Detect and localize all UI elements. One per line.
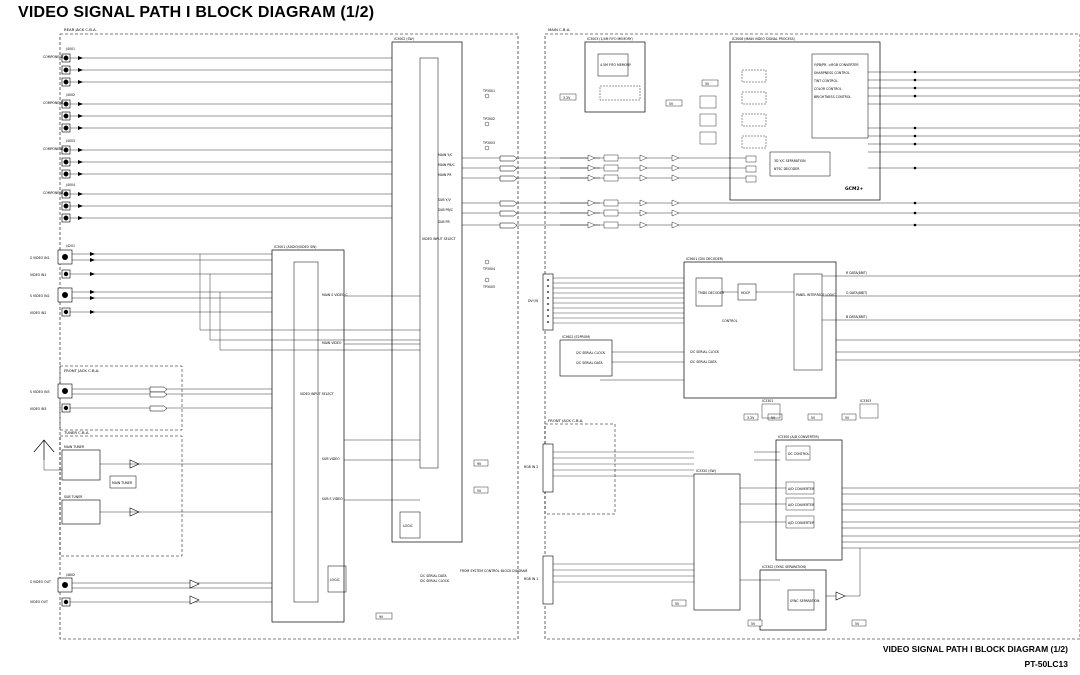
tuner-label: TUNER C.B.A.: [64, 430, 90, 435]
page-title: VIDEO SIGNAL PATH I BLOCK DIAGRAM (1/2): [18, 4, 375, 21]
front-jack-board-right: [545, 424, 615, 514]
rgb-in-connectors: [543, 444, 553, 604]
svg-text:MAIN TUNER: MAIN TUNER: [112, 481, 133, 485]
svg-text:I2C SERIAL DATA: I2C SERIAL DATA: [420, 574, 447, 578]
svg-text:G DATA(8BIT): G DATA(8BIT): [846, 291, 868, 295]
front-jack-label: FRONT JACK C.B.A.: [64, 368, 100, 373]
svg-text:SUB VIDEO: SUB VIDEO: [322, 457, 340, 461]
ic3002-box: [392, 42, 462, 542]
svg-text:J4002: J4002: [66, 93, 76, 97]
ic3002-label: IC3002 (SW): [394, 37, 414, 41]
main-board: [545, 34, 1080, 639]
svg-text:BRIGHTNESS CONTROL: BRIGHTNESS CONTROL: [814, 95, 852, 99]
svg-text:J4003: J4003: [66, 139, 76, 143]
supply-tags-left: [376, 460, 488, 619]
svg-text:S VIDEO IN1: S VIDEO IN1: [30, 256, 50, 260]
svg-text:PANEL INTERFACE LOGIC: PANEL INTERFACE LOGIC: [796, 293, 836, 297]
svg-text:J4802: J4802: [66, 573, 76, 577]
ycsep-block: [770, 152, 830, 176]
ad-outputs: [842, 488, 1080, 548]
svg-text:IC3003 (1/4M FIFO MEMORY): IC3003 (1/4M FIFO MEMORY): [587, 37, 633, 41]
svg-text:IC3320 (SW): IC3320 (SW): [696, 469, 716, 473]
ic3006-internal: [742, 70, 766, 182]
video-input-select-1: [420, 58, 438, 468]
component-jacks: [62, 54, 70, 222]
svg-text:5V: 5V: [477, 489, 482, 493]
component-signal-lines: [70, 58, 392, 218]
footer: [883, 642, 1068, 672]
svg-text:VIDEO OUT: VIDEO OUT: [30, 600, 48, 604]
svg-text:A/D CONVERTER: A/D CONVERTER: [788, 503, 815, 507]
svg-text:HDCP: HDCP: [741, 291, 750, 295]
test-points: [485, 94, 489, 282]
svg-text:3D Y/C SEPARATION: 3D Y/C SEPARATION: [774, 159, 806, 163]
svg-text:9V: 9V: [379, 615, 384, 619]
svg-text:TP3005: TP3005: [483, 285, 495, 289]
svg-text:LOGIC: LOGIC: [403, 524, 413, 528]
output-jacks: [58, 578, 72, 606]
svg-text:TP3004: TP3004: [483, 267, 495, 271]
svg-text:I2C SERIAL CLOCK: I2C SERIAL CLOCK: [576, 351, 606, 355]
svg-text:TMDS DECODER: TMDS DECODER: [698, 291, 725, 295]
svg-text:I2C SERIAL DATA: I2C SERIAL DATA: [576, 361, 603, 365]
rgb-data-lines: [836, 276, 1080, 360]
component2-label: COMPONENT 2: [43, 101, 67, 105]
footer-title: VIDEO SIGNAL PATH I BLOCK DIAGRAM (1/2): [882, 644, 1068, 654]
svg-text:SUB S VIDEO: SUB S VIDEO: [322, 497, 343, 501]
svg-text:9V: 9V: [477, 462, 482, 466]
component1-label: COMPONENT 1: [43, 55, 67, 59]
component4-label: COMPONENT 4: [43, 191, 67, 195]
svg-text:3.3V: 3.3V: [747, 416, 755, 420]
svg-text:SHARPNESS CONTROL: SHARPNESS CONTROL: [814, 71, 850, 75]
svg-text:IC3601 (DVI DECODER): IC3601 (DVI DECODER): [686, 257, 724, 261]
svg-text:TINT CONTROL: TINT CONTROL: [814, 79, 838, 83]
svg-text:5V: 5V: [669, 102, 674, 106]
svg-text:MAIN VIDEO: MAIN VIDEO: [322, 341, 342, 345]
ic3002-tags: [500, 156, 517, 228]
main-board-label: MAIN C.B.A.: [548, 27, 571, 32]
svg-text:RGB IN 1: RGB IN 1: [524, 577, 539, 581]
svg-text:VIDEO IN1: VIDEO IN1: [30, 273, 47, 277]
svg-text:IC3602 (E2PROM): IC3602 (E2PROM): [562, 335, 591, 339]
svg-text:IC3302 (SYNC SEPARATION): IC3302 (SYNC SEPARATION): [762, 565, 807, 569]
svg-text:5V: 5V: [811, 416, 816, 420]
component3-label: COMPONENT 3: [43, 147, 67, 151]
svg-text:MAIN Y/C: MAIN Y/C: [438, 153, 453, 157]
gcm2-label: GCM2+: [845, 187, 864, 192]
svg-text:LOGIC: LOGIC: [330, 578, 340, 582]
svg-text:VIDEO INPUT SELECT: VIDEO INPUT SELECT: [422, 237, 456, 241]
main-right-lines: [868, 72, 1080, 225]
svg-text:TP3001: TP3001: [483, 89, 495, 93]
svg-text:J4201: J4201: [66, 244, 76, 248]
svg-text:COLOR CONTROL: COLOR CONTROL: [814, 87, 842, 91]
svg-text:S VIDEO IN2: S VIDEO IN2: [30, 294, 50, 298]
ic3003-box: [585, 42, 645, 112]
svg-text:VIDEO INPUT SELECT: VIDEO INPUT SELECT: [300, 392, 334, 396]
svg-text:VIDEO IN3: VIDEO IN3: [30, 407, 47, 411]
ic3001-label: IC3001 (AUDIO/VIDEO SW): [274, 245, 317, 249]
svg-text:MAIN PB/C: MAIN PB/C: [438, 163, 455, 167]
svg-text:5V: 5V: [855, 622, 860, 626]
svg-text:FROM SYSTEM CONTROL BLOCK DIAG: FROM SYSTEM CONTROL BLOCK DIAGRAM: [460, 569, 528, 573]
dvi-lines: [553, 278, 684, 323]
lpf-blocks: [604, 155, 618, 228]
svg-text:IC3300 (A/D CONVERTER): IC3300 (A/D CONVERTER): [778, 435, 819, 439]
svg-text:IC3006 (MAIN VIDEO SIGNAL PROC: IC3006 (MAIN VIDEO SIGNAL PROCESS): [732, 37, 795, 41]
svg-text:DC CONTROL: DC CONTROL: [788, 452, 810, 456]
svg-text:A/D CONVERTER: A/D CONVERTER: [788, 487, 815, 491]
tuner-section: [34, 440, 272, 524]
svg-text:I2C SERIAL DATA: I2C SERIAL DATA: [690, 360, 717, 364]
svg-text:5V: 5V: [675, 602, 680, 606]
svg-text:DVI IN: DVI IN: [528, 299, 538, 303]
arrow-heads-row1: [78, 56, 83, 220]
svg-text:5V: 5V: [845, 416, 850, 420]
svg-text:Y/PB/PR ->RGB CONVERTER: Y/PB/PR ->RGB CONVERTER: [814, 63, 859, 67]
svg-text:MAIN PR: MAIN PR: [438, 173, 452, 177]
svg-text:NTSC DECODER: NTSC DECODER: [774, 167, 800, 171]
svg-text:5V: 5V: [705, 82, 710, 86]
svg-text:S VIDEO OUT: S VIDEO OUT: [30, 580, 51, 584]
svg-text:TP3003: TP3003: [483, 141, 495, 145]
front-jack-board-left: [60, 366, 182, 430]
svg-text:B DATA(8BIT): B DATA(8BIT): [846, 315, 867, 319]
svg-text:I2C SERIAL CLOCK: I2C SERIAL CLOCK: [420, 579, 450, 583]
svg-text:R DATA(8BIT): R DATA(8BIT): [846, 271, 868, 275]
ic3602-box: [560, 340, 612, 376]
svg-text:I2C SERIAL CLOCK: I2C SERIAL CLOCK: [690, 350, 720, 354]
svg-text:CONTROL: CONTROL: [722, 319, 738, 323]
svg-text:MAIN S VIDEO C: MAIN S VIDEO C: [322, 293, 348, 297]
rear-jack-board: [60, 34, 518, 639]
svg-text:SUB Y/V: SUB Y/V: [438, 198, 451, 202]
svg-text:TP3002: TP3002: [483, 117, 495, 121]
svg-text:SUB PR: SUB PR: [438, 220, 450, 224]
svg-text:5V: 5V: [751, 622, 756, 626]
svideo-lines: [70, 254, 420, 350]
svg-text:RGB IN 2: RGB IN 2: [524, 465, 539, 469]
svg-text:SUB TUNER: SUB TUNER: [64, 495, 83, 499]
svg-text:IC3301: IC3301: [762, 399, 774, 403]
front-jack-right-label: FRONT JACK C.B.A.: [548, 418, 584, 423]
svg-text:S VIDEO IN3: S VIDEO IN3: [30, 390, 50, 394]
svg-text:VIDEO IN2: VIDEO IN2: [30, 311, 47, 315]
svg-text:A/D CONVERTER: A/D CONVERTER: [788, 521, 815, 525]
svg-text:MAIN TUNER: MAIN TUNER: [64, 445, 85, 449]
ic3320-box: [694, 474, 740, 610]
svg-text:5V: 5V: [771, 416, 776, 420]
svg-text:SUB PB/C: SUB PB/C: [438, 208, 453, 212]
svg-text:3.3V: 3.3V: [563, 96, 571, 100]
rear-jack-label: REAR JACK C.B.A.: [64, 27, 97, 32]
svg-text:IC3303: IC3303: [860, 399, 872, 403]
footer-model: PT-50LC13: [1024, 659, 1068, 669]
svg-text:SYNC SEPARATION: SYNC SEPARATION: [790, 599, 820, 603]
video-input-select-2: [294, 262, 318, 602]
svg-text:J4001: J4001: [66, 47, 76, 51]
svg-text:4.5M FIFO MEMORY: 4.5M FIFO MEMORY: [600, 63, 631, 67]
svg-text:J4004: J4004: [66, 183, 76, 187]
amp-triangles: [588, 155, 679, 228]
ic3601-box: [684, 262, 836, 398]
